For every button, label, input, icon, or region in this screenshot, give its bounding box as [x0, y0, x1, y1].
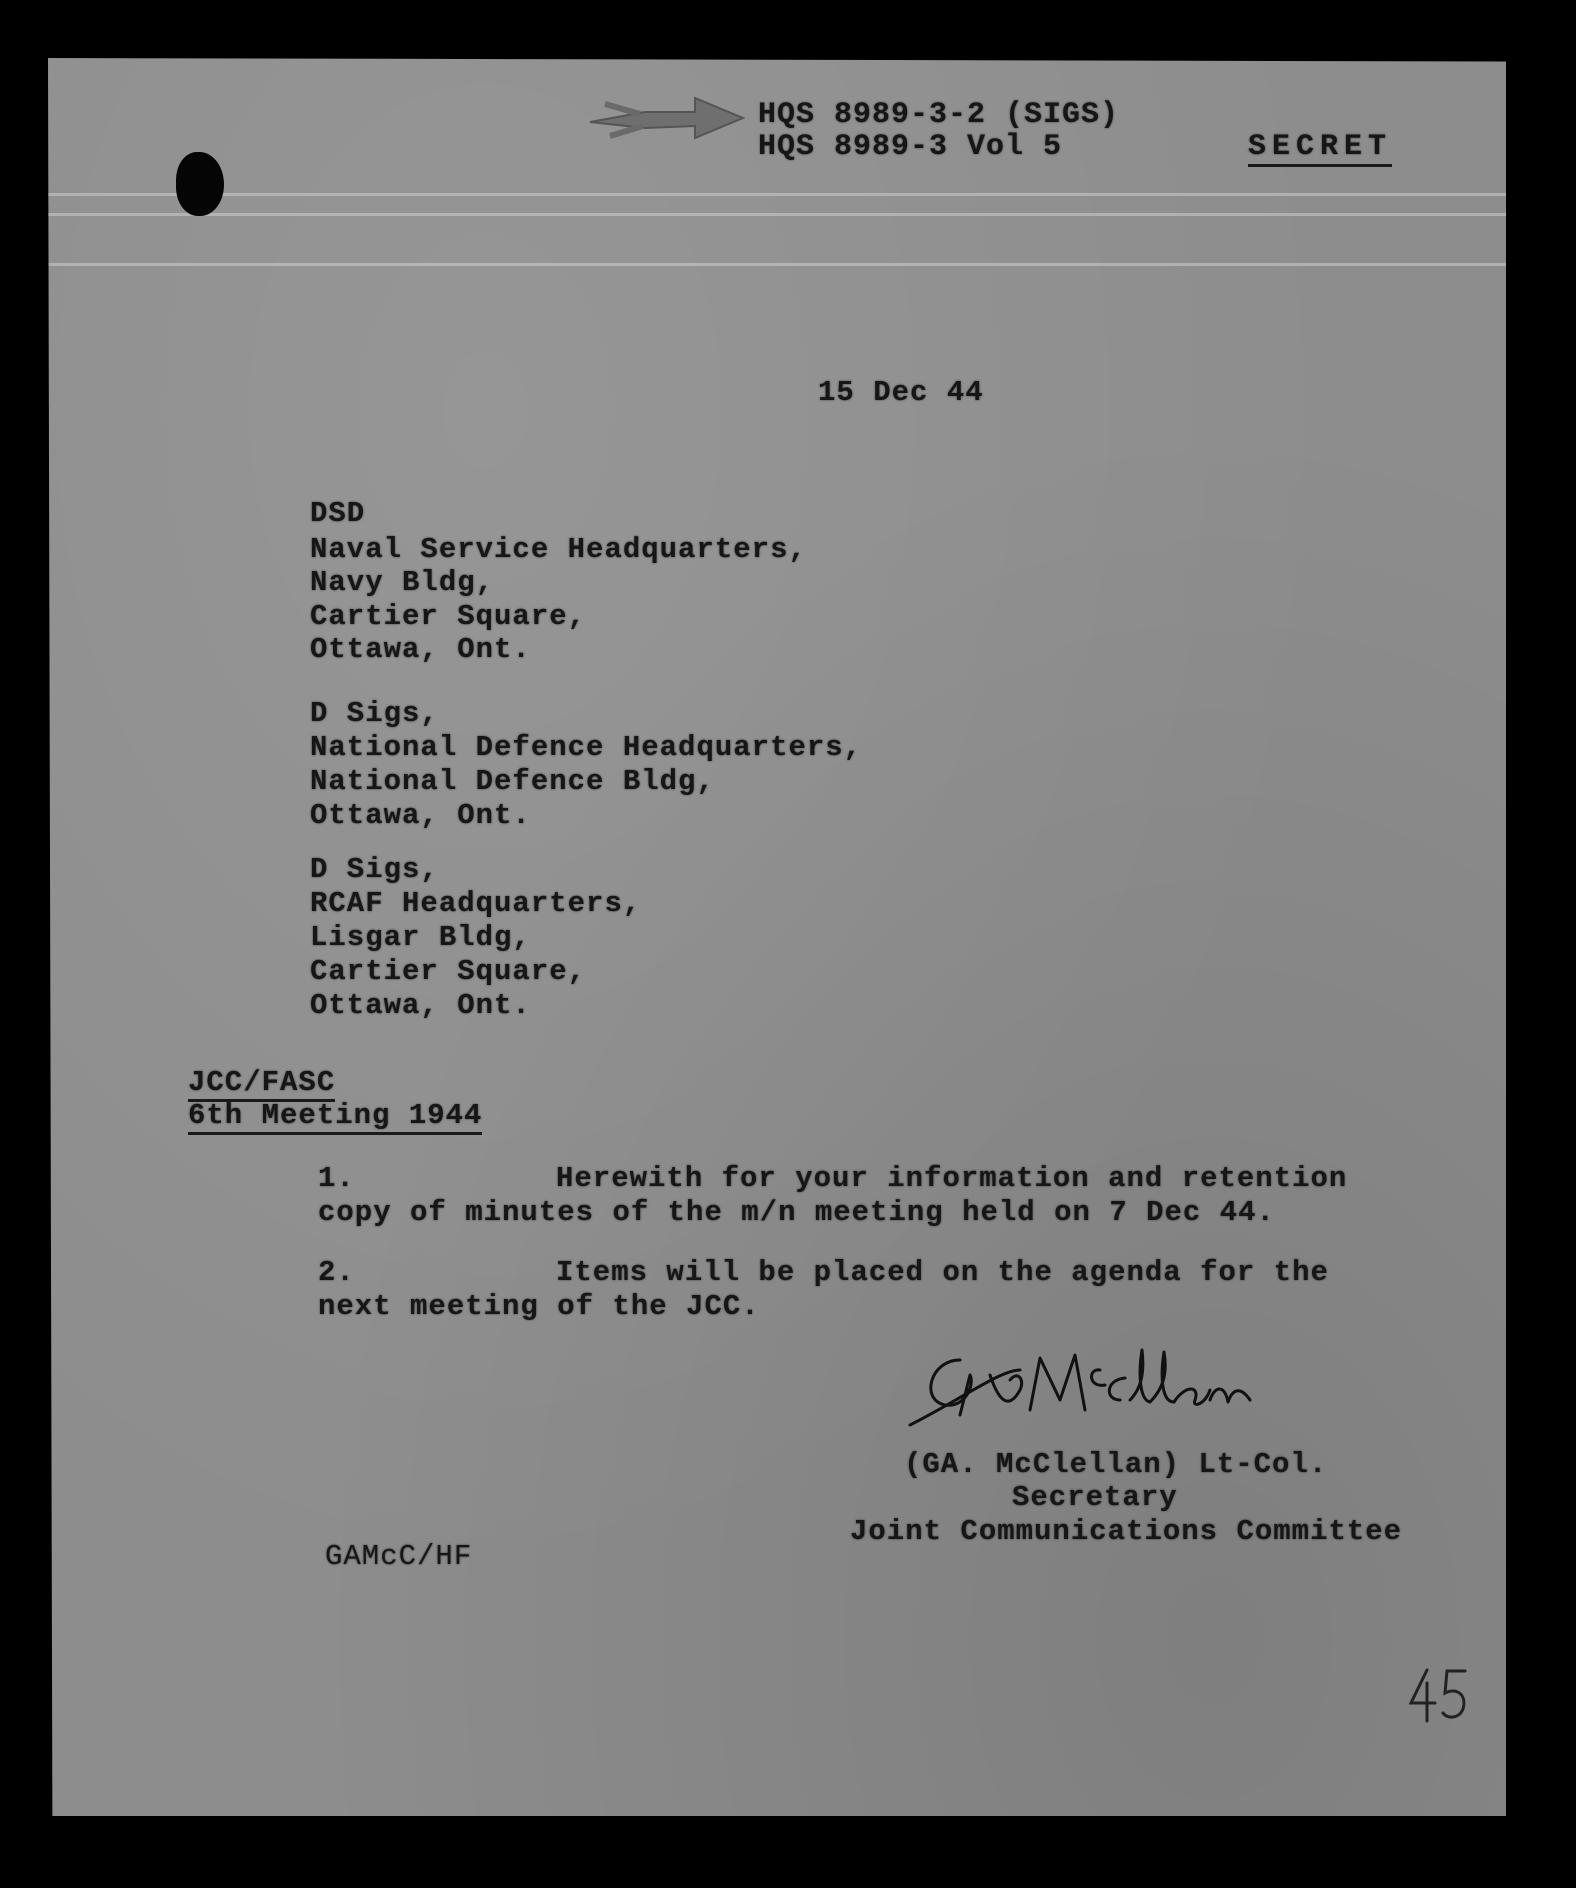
file-reference-2: HQS 8989-3 Vol 5 [758, 130, 1063, 164]
recipient-line: Ottawa, Ont. [310, 799, 531, 832]
paragraph-text: copy of minutes of the m/n meeting held on 7 Dec 44. [318, 1196, 1275, 1229]
paragraph-number: 1. [318, 1162, 355, 1195]
classification-mark: SECRET [1248, 130, 1392, 167]
recipient-line: Lisgar Bldg, [310, 921, 531, 954]
reference-initials: GAMcC/HF [325, 1540, 473, 1573]
scan-line [48, 263, 1506, 266]
signatory-title: Secretary [1012, 1481, 1178, 1514]
paragraph-text: Items will be placed on the agenda for the [556, 1256, 1329, 1289]
scan-line [48, 213, 1506, 216]
recipient-line: Cartier Square, [310, 600, 587, 633]
letter-date: 15 Dec 44 [818, 376, 984, 409]
recipient-line: DSD [310, 497, 366, 530]
subject-line-2: 6th Meeting 1944 [188, 1099, 482, 1135]
recipient-line: National Defence Bldg, [310, 765, 715, 798]
paragraph-number: 2. [318, 1256, 355, 1289]
recipient-line: Ottawa, Ont. [310, 989, 531, 1022]
paragraph-text: next meeting of the JCC. [318, 1290, 760, 1323]
file-reference-1: HQS 8989-3-2 (SIGS) [758, 98, 1120, 132]
recipient-line: National Defence Headquarters, [310, 731, 863, 764]
signatory-name: (GA. McClellan) Lt-Col. [904, 1448, 1328, 1481]
recipient-line: D Sigs, [310, 853, 439, 886]
document-page [48, 58, 1506, 1816]
recipient-line: Naval Service Headquarters, [310, 533, 807, 566]
subject-line-1: JCC/FASC [188, 1066, 335, 1102]
recipient-line: Navy Bldg, [310, 566, 495, 599]
paragraph-text: Herewith for your information and retention [556, 1162, 1348, 1195]
scan-line [48, 193, 1506, 196]
signatory-committee: Joint Communications Committee [850, 1515, 1403, 1548]
handwritten-page-number [1405, 1665, 1475, 1725]
handwritten-signature [900, 1330, 1340, 1430]
recipient-line: Ottawa, Ont. [310, 633, 531, 666]
recipient-line: D Sigs, [310, 697, 439, 730]
recipient-line: RCAF Headquarters, [310, 887, 642, 920]
recipient-line: Cartier Square, [310, 955, 587, 988]
arrow-stamp-icon [585, 92, 745, 148]
punch-hole [176, 152, 224, 216]
